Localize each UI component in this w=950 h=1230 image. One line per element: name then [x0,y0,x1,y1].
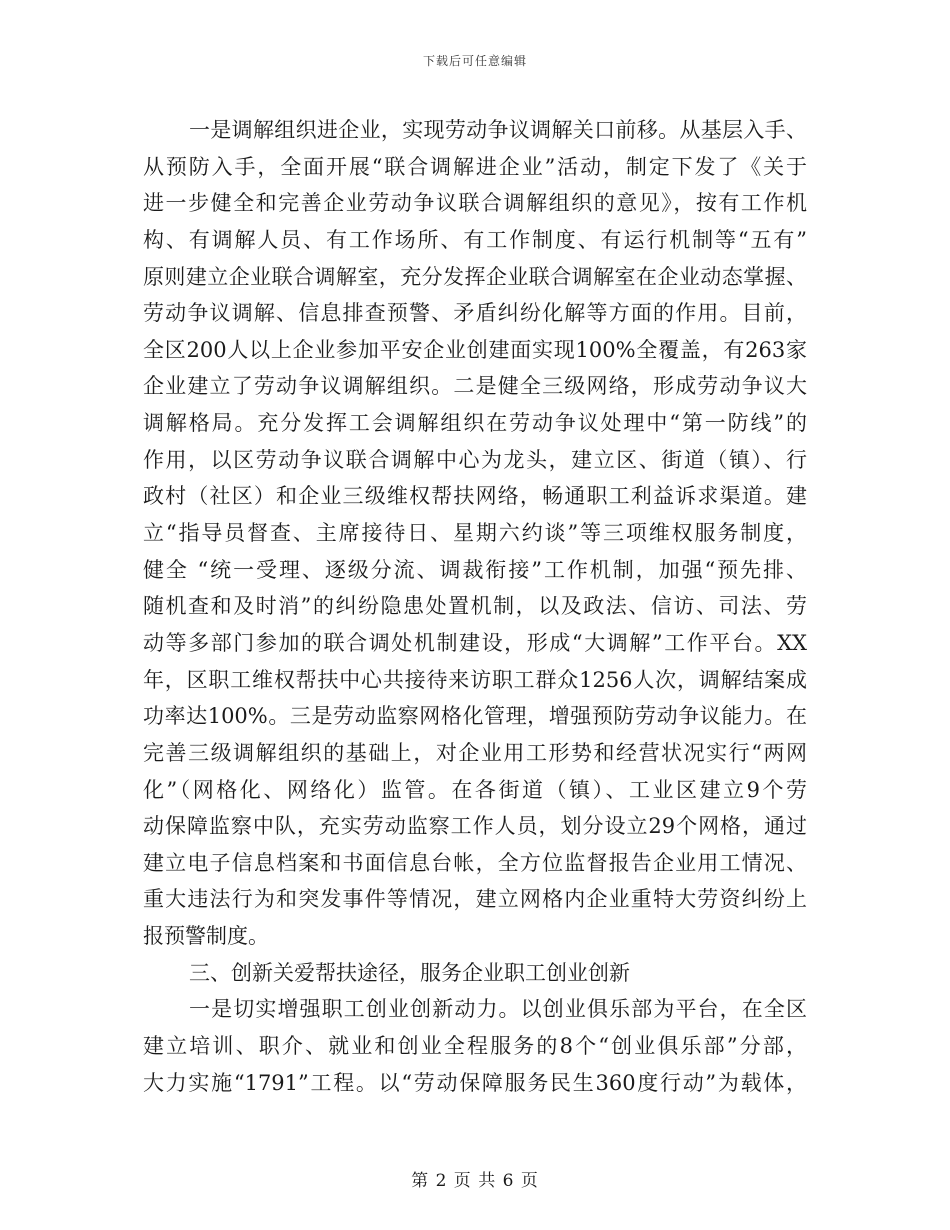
body-line: 完善三级调解组织的基础上，对企业用工形势和经营状况实行“两网 [143,740,807,765]
body-line: 健全 “统一受理、逐级分流、调裁衔接”工作机制，加强“预先排、 [143,557,807,582]
body-line: 调解格局。充分发挥工会调解组织在劳动争议处理中“第一防线”的 [143,411,807,436]
body-line: 动等多部门参加的联合调处机制建设，形成“大调解”工作平台。XX [143,630,807,655]
body-line: 年，区职工维权帮扶中心共接待来访职工群众1256人次，调解结案成 [143,667,807,692]
body-line: 作用，以区劳动争议联合调解中心为龙头，建立区、街道（镇）、行 [143,447,807,472]
body-line: 一是调解组织进企业，实现劳动争议调解关口前移。从基层入手、 [189,118,807,142]
body-line: 报预警制度。 [143,924,269,949]
body-line: 构、有调解人员、有工作场所、有工作制度、有运行机制等“五有” [143,227,807,252]
page-number: 第 2 页 共 6 页 [411,1171,539,1191]
body-line: 随机查和及时消”的纠纷隐患处置机制，以及政法、信访、司法、劳 [143,594,807,619]
body-line: 原则建立企业联合调解室，充分发挥企业联合调解室在企业动态掌握、 [143,264,807,289]
body-line: 功率达100%。三是劳动监察网格化管理，增强预防劳动争议能力。在 [143,704,807,729]
body-line: 全区200人以上企业参加平安企业创建面实现100%全覆盖，有263家 [143,337,807,362]
body-line: 重大违法行为和突发事件等情况，建立网格内企业重特大劳资纠纷上 [143,887,807,912]
body-line: 进一步健全和完善企业劳动争议联合调解组织的意见》，按有工作机 [143,191,807,216]
document-body [0,112,950,1101]
body-line: 大力实施“1791”工程。以“劳动保障服务民生360度行动”为载体， [143,1070,807,1095]
body-line: 化”（网格化、网络化）监管。在各街道（镇）、工业区建立9个劳 [143,777,807,802]
body-line: 建立培训、职介、就业和创业全程服务的8个“创业俱乐部”分部， [143,1034,807,1059]
section-heading: 三、创新关爱帮扶途径，服务企业职工创业创新 [189,960,630,985]
body-line: 劳动争议调解、信息排查预警、矛盾纠纷化解等方面的作用。目前， [143,301,807,326]
body-line: 政村（社区）和企业三级维权帮扶网络，畅通职工利益诉求渠道。建 [143,484,807,509]
body-line: 动保障监察中队，充实劳动监察工作人员，划分设立29个网格，通过 [143,814,807,839]
body-line: 从预防入手，全面开展“联合调解进企业”活动，制定下发了《关于 [143,154,807,179]
body-line: 一是切实增强职工创业创新动力。以创业俱乐部为平台，在全区 [189,997,807,1022]
page-header-note: 下载后可任意编辑 [422,54,527,68]
body-line: 企业建立了劳动争议调解组织。二是健全三级网络，形成劳动争议大 [143,374,807,399]
body-line: 立“指导员督查、主席接待日、星期六约谈”等三项维权服务制度， [143,521,807,546]
body-line: 建立电子信息档案和书面信息台帐，全方位监督报告企业用工情况、 [143,850,807,875]
